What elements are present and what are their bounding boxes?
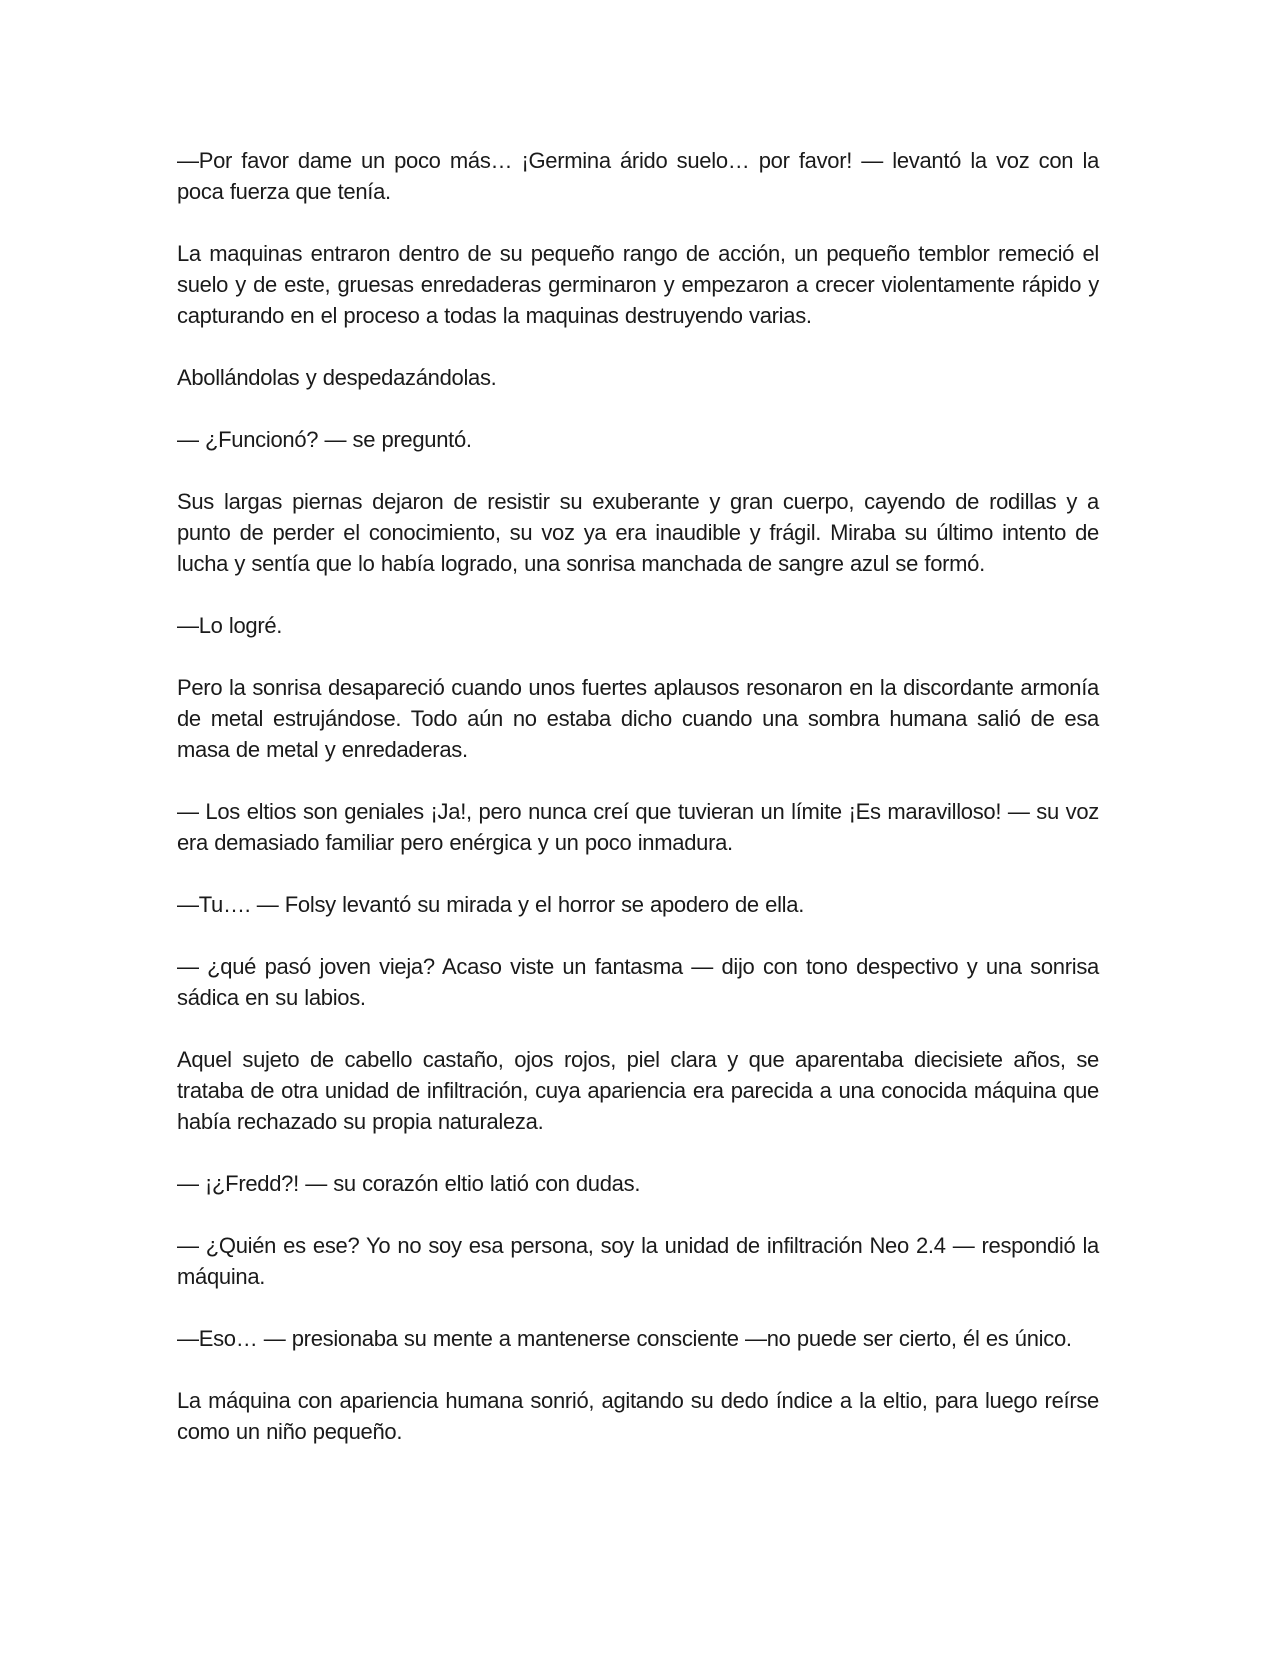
paragraph-8: — Los eltios son geniales ¡Ja!, pero nunca creí que tuvieran un límite ¡Es maravilloso! — su voz era demasiado familiar pero enérgica y un poco inmadura.	[177, 799, 1099, 855]
document-body	[177, 145, 1099, 1478]
paragraph-2: La maquinas entraron dentro de su pequeño rango de acción, un pequeño temblor remeció el suelo y de este, gruesas enredaderas germinaron y empezaron a crecer violentamente rápido y capturando en el proceso a todas la maquinas destruyendo varias.	[177, 241, 1099, 328]
paragraph-7: Pero la sonrisa desapareció cuando unos fuertes aplausos resonaron en la discordante armonía de metal estrujándose. Todo aún no estaba dicho cuando una sombra humana salió de esa masa de metal y enredaderas.	[177, 675, 1099, 762]
paragraph-12: — ¡¿Fredd?! — su corazón eltio latió con dudas.	[177, 1171, 641, 1196]
paragraph-13: — ¿Quién es ese? Yo no soy esa persona, soy la unidad de infiltración Neo 2.4 — respondió la máquina.	[177, 1233, 1099, 1289]
paragraph-3: Abollándolas y despedazándolas.	[177, 365, 497, 390]
paragraph-6: —Lo logré.	[177, 613, 283, 638]
paragraph-5: Sus largas piernas dejaron de resistir su exuberante y gran cuerpo, cayendo de rodillas y a punto de perder el conocimiento, su voz ya era inaudible y frágil. Miraba su último intento de lucha y sentía que lo había logrado, una sonrisa manchada de sangre azul se formó.	[177, 489, 1099, 576]
paragraph-11: Aquel sujeto de cabello castaño, ojos rojos, piel clara y que aparentaba diecisiete años, se trataba de otra unidad de infiltración, cuya apariencia era parecida a una conocida máquina que había rechazado su propia naturaleza.	[177, 1047, 1099, 1134]
paragraph-1: —Por favor dame un poco más… ¡Germina árido suelo… por favor! — levantó la voz con la poca fuerza que tenía.	[177, 148, 1099, 204]
paragraph-15: La máquina con apariencia humana sonrió, agitando su dedo índice a la eltio, para luego reírse como un niño pequeño.	[177, 1388, 1099, 1444]
paragraph-10: — ¿qué pasó joven vieja? Acaso viste un fantasma — dijo con tono despectivo y una sonrisa sádica en su labios.	[177, 954, 1099, 1010]
paragraph-14: —Eso… — presionaba su mente a mantenerse consciente —no puede ser cierto, él es único.	[177, 1326, 1072, 1351]
paragraph-9: —Tu…. — Folsy levantó su mirada y el horror se apodero de ella.	[177, 892, 805, 917]
paragraph-4: — ¿Funcionó? — se preguntó.	[177, 427, 472, 452]
